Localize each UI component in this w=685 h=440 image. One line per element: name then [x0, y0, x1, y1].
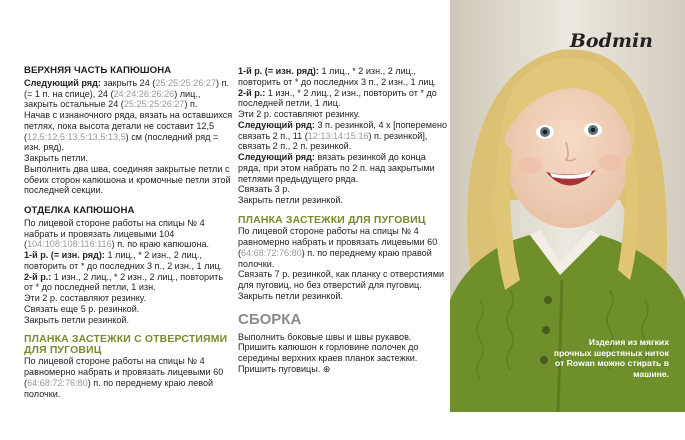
instructions-column-left — [24, 66, 234, 399]
instruction-text: закрыть 24 ( — [103, 77, 156, 88]
section-heading-accent: ПЛАНКА ЗАСТЕЖКИ ДЛЯ ПУГОВИЦ — [238, 214, 426, 226]
instruction-paragraph — [24, 304, 234, 315]
instruction-text: Закрыть петли резинкой. — [24, 314, 130, 325]
instruction-text: Закрыть петли резинкой. — [238, 195, 344, 205]
size-values: 12:13:14:15:16 — [307, 130, 369, 141]
size-values: 24:24:26:26:26 — [113, 88, 175, 99]
instruction-paragraph — [238, 152, 448, 184]
instruction-paragraph — [238, 291, 448, 302]
instruction-text: Эти 2 р. составляют резинку. — [238, 109, 360, 119]
instruction-text: 3 п. резинкой, 4 х [поперемено связать 2 п., 11 ( — [238, 119, 448, 141]
instruction-paragraph — [238, 195, 448, 206]
row-label: Следующий ряд: — [238, 119, 318, 130]
row-label: 1-й р. (= изн. ряд): — [238, 66, 322, 76]
instruction-paragraph — [238, 184, 448, 195]
row-label: 2-й р.: — [24, 271, 54, 282]
size-values: 64:68:72:76:80 — [241, 247, 302, 258]
instruction-text: Закрыть петли. — [24, 153, 89, 163]
instruction-text: ) лиц., закрыть остальные 24 ( — [24, 88, 201, 110]
brand-title: Bodmin — [569, 30, 653, 52]
instruction-text: По лицевой стороне работы на спицы № 4 равномерно набрать и провязать лицевыми 60 ( — [24, 356, 224, 388]
instruction-text: 1 лиц., * 2 изн., 2 лиц., повторить от * до последних 3 п., 2 изн., 1 лиц. — [238, 66, 437, 87]
instruction-text: Выполнить два шва, соединяя закрытые петли с обеих сторон капюшона и кромочные петли этой последней секции. — [24, 163, 231, 196]
instruction-paragraph — [238, 269, 448, 291]
instruction-text: 1 изн., 2 лиц., * 2 изн., 2 лиц., повторить от * до последней петли, 1 изн. — [24, 271, 224, 293]
size-values: 25:25:25:26:27 — [123, 99, 185, 110]
instruction-text: Связать 3 р. — [238, 184, 290, 195]
instructions-column-right — [238, 66, 448, 375]
row-label: 1-й р. (= изн. ряд): — [24, 250, 108, 260]
instruction-paragraph — [24, 78, 234, 110]
row-label: 2-й р.: — [238, 87, 268, 98]
section-heading-accent: ПЛАНКА ЗАСТЕЖКИ С ОТВЕРСТИЯМИ ДЛЯ ПУГОВИЦ — [24, 334, 228, 356]
instruction-text: ) п. по переднему краю левой полочки. — [24, 377, 214, 399]
instruction-text: Связать еще 5 р. резинкой. — [24, 303, 140, 314]
instruction-text: Выполнить боковые швы и швы рукавов. Пришить капюшон к горловине полочек до середины верхних краев планок застежки. Пришить пуговицы. ⊕ — [238, 331, 419, 374]
instruction-paragraph — [238, 226, 448, 269]
instruction-paragraph — [24, 153, 234, 164]
instruction-paragraph — [238, 120, 448, 152]
instruction-text: ) п. по переднему краю правой полочки. — [238, 247, 432, 269]
instruction-text: ) п. (= 1 п. на спице), 24 ( — [24, 77, 230, 99]
instruction-paragraph — [238, 332, 448, 375]
size-values: 25:25:25:26:27 — [155, 77, 217, 88]
instruction-text: 1 изн., * 2 лиц., 2 изн., повторить от * до последней петли, 1 лиц. — [238, 87, 437, 109]
row-label: Следующий ряд: — [24, 77, 104, 88]
section-heading: ОТДЕЛКА КАПЮШОНА — [24, 205, 135, 216]
instruction-paragraph — [238, 88, 448, 110]
instruction-text: Закрыть петли резинкой. — [238, 290, 344, 301]
photo-caption: Изделия из мягких прочных шерстяных ниток от Rowan можно стирать в машине. — [553, 337, 669, 379]
instruction-paragraph — [238, 66, 448, 88]
instruction-text: ) п. резинкой], связать 2 п., 2 п. резинкой. — [238, 130, 428, 152]
instruction-text: По лицевой стороне работы на спицы № 4 набрать и провязать лицевыми 104 ( — [24, 217, 205, 250]
instruction-paragraph — [24, 250, 234, 272]
instruction-text: Эти 2 р. составляют резинку. — [24, 293, 146, 303]
size-values: 12,5:12,5:13,5:13,5:13,5 — [27, 131, 126, 142]
size-values: 64:68:72:76:80 — [27, 377, 88, 388]
instruction-text: Начав с изнаночного ряда, вязать на оставшихся петлях, пока высота детали не составит 12,5 ( — [24, 110, 233, 142]
instruction-text: 1 лиц., * 2 изн., 2 лиц., повторить от * до последних 3 п., 2 изн., 1 лиц. — [24, 250, 223, 271]
instruction-paragraph — [24, 356, 234, 399]
instruction-paragraph — [24, 164, 234, 196]
instruction-paragraph — [24, 218, 234, 250]
instruction-text: ) п. — [184, 99, 198, 110]
instruction-text: Связать 7 р. резинкой, как планку с отверстиями для пуговиц, но без отверстий для пуговиц. — [238, 269, 445, 290]
section-heading: ВЕРХНЯЯ ЧАСТЬ КАПЮШОНА — [24, 65, 172, 76]
product-photo — [450, 0, 685, 412]
assembly-heading: СБОРКА — [238, 310, 302, 328]
instruction-text: ) п. по краю капюшона. — [111, 239, 210, 250]
instruction-text: По лицевой стороне работы на спицы № 4 равномерно набрать и провязать лицевыми 60 ( — [238, 226, 438, 258]
instruction-text: ) см (последний ряд = изн. ряд). — [24, 131, 219, 153]
instruction-paragraph — [24, 272, 234, 294]
instruction-text: вязать резинкой до конца ряда, при этом набрать по 2 п. над закрытыми петлями предыдущего ряда. — [238, 152, 435, 184]
instruction-paragraph — [24, 315, 234, 326]
instruction-paragraph — [24, 293, 234, 304]
size-values: 104:108:108:116:116 — [27, 239, 112, 250]
instruction-paragraph — [24, 110, 234, 153]
row-label: Следующий ряд: — [238, 152, 318, 162]
instruction-paragraph — [238, 109, 448, 120]
